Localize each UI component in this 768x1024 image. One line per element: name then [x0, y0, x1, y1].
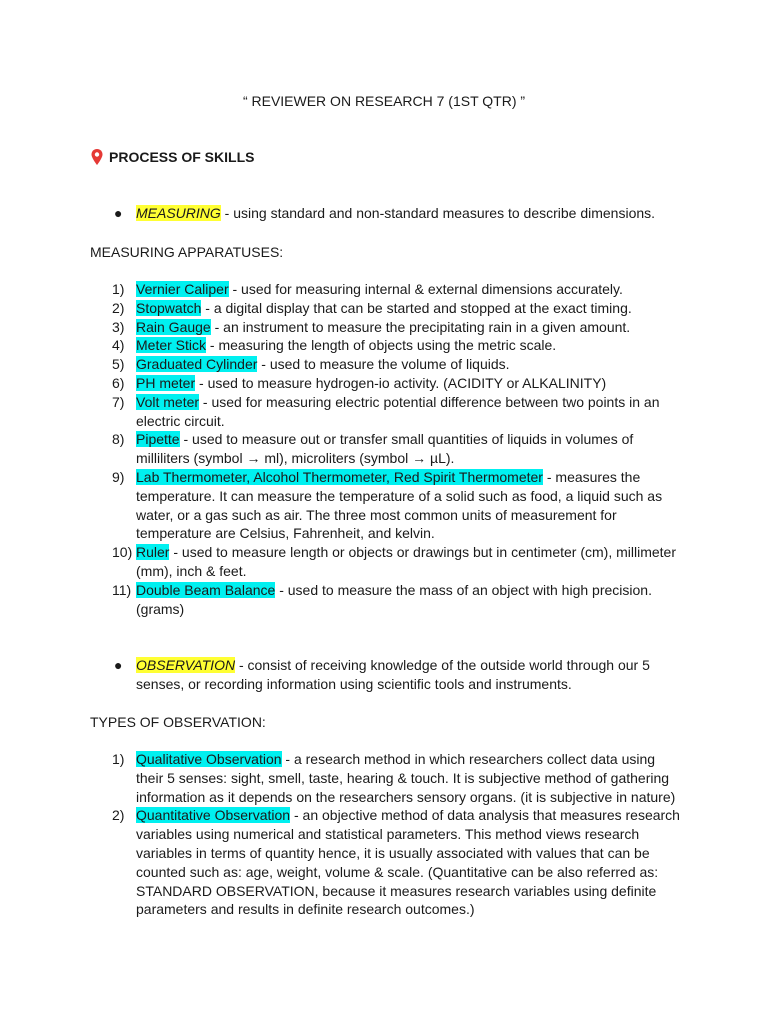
apparatus-desc: - used for measuring internal & external dimensions accurately.	[228, 281, 623, 297]
apparatus-desc: - used to measure out or transfer small quantities of liquids in volumes of milliliters (symbol → ml), microliters (symbol → µL).	[136, 431, 634, 467]
list-item: 2) Stopwatch - a digital display that can be started and stopped at the exact timing.	[112, 299, 632, 316]
observation-bullet	[90, 656, 700, 694]
list-item: 6) PH meter - used to measure hydrogen-io activity. (ACIDITY or ALKALINITY)	[112, 374, 607, 391]
list-item: 3) Rain Gauge - an instrument to measure the precipitating rain in a given amount.	[112, 318, 631, 335]
list-item: 1) Vernier Caliper - used for measuring internal & external dimensions accurately.	[112, 281, 623, 297]
apparatus-term: Ruler	[136, 544, 170, 561]
measuring-definition: - using standard and non-standard measures to describe dimensions.	[220, 205, 656, 221]
list-item: 4) Meter Stick - measuring the length of objects using the metric scale.	[112, 337, 557, 354]
measuring-bullet	[90, 204, 700, 223]
apparatus-term: Double Beam Balance	[136, 581, 276, 598]
list-item: 9) Lab Thermometer, Alcohol Thermometer, Red Spirit Thermometer - measures the temperature. It can measure the temperature of a solid such as food, a liquid such as water, or a gas such as air. The three most common units of measurement for temperature are Celsius, Fahrenheit, and kelvin.	[112, 468, 663, 542]
apparatus-term: Rain Gauge	[136, 318, 211, 335]
measuring-apparatus-list	[90, 280, 682, 618]
observation-type-term: Qualitative Observation	[136, 751, 282, 767]
observation-type-desc: - an objective method of data analysis that measures research variables using numerical and statistical parameters. This method views research variables in terms of quantity hence, it is usually associated with values that can be counted such as: age, weight, volume & scale. (Quantitative can be also referred as: STANDARD OBSERVATION, because it measures research variables using definite parameters and results in definite research outcomes.)	[136, 807, 680, 918]
heading-text: PROCESS OF SKILLS	[109, 149, 255, 165]
section-heading	[90, 148, 254, 166]
measuring-term: MEASURING	[136, 205, 221, 221]
apparatus-term: Pipette	[136, 431, 180, 448]
list-item: 10) Ruler - used to measure length or objects or drawings but in centimeter (cm), millimeter (mm), inch & feet.	[112, 544, 676, 579]
apparatus-term: Graduated Cylinder	[136, 356, 258, 373]
bullet-marker: ●	[114, 205, 123, 221]
observation-term: OBSERVATION	[136, 657, 236, 673]
bullet-marker: ●	[114, 657, 123, 673]
apparatus-desc: - an instrument to measure the precipitating rain in a given amount.	[210, 318, 631, 335]
document-title: “ REVIEWER ON RESEARCH 7 (1ST QTR) ”	[242, 93, 526, 109]
apparatus-desc: - used to measure hydrogen-io activity. (ACIDITY or ALKALINITY)	[195, 374, 607, 391]
apparatus-term: Lab Thermometer, Alcohol Thermometer, Red Spirit Thermometer	[136, 468, 543, 485]
list-item: 1) Qualitative Observation - a research method in which researchers collect data using their 5 senses: sight, smell, taste, hearing & touch. It is subjective method of gathering information as it depends on the researchers sensory organs. (it is subjective in nature)	[112, 751, 676, 805]
apparatus-desc: - measures the temperature. It can measure the temperature of a solid such as food, a liquid such as water, or a gas such as air. The three most common units of measurement for temperature are Celsius, Fahrenheit, and kelvin.	[136, 468, 663, 542]
apparatus-term: Stopwatch	[136, 299, 202, 316]
apparatus-desc: - used to measure length or objects or drawings but in centimeter (cm), millimeter (mm), inch & feet.	[136, 544, 676, 579]
list-item: 8) Pipette - used to measure out or transfer small quantities of liquids in volumes of milliliters (symbol → ml), microliters (symbol → µL).	[112, 431, 634, 467]
measuring-apparatuses-label: MEASURING APPARATUSES:	[90, 244, 284, 260]
observation-type-desc: - a research method in which researchers collect data using their 5 senses: sight, smell, taste, hearing & touch. It is subjective method of gathering information as it depends on the researchers sensory organs. (it is subjective in nature)	[136, 751, 676, 805]
apparatus-desc: - used for measuring electric potential difference between two points in an electric circuit.	[136, 393, 660, 429]
apparatus-desc: - a digital display that can be started and stopped at the exact timing.	[201, 299, 632, 316]
list-item: 11) Double Beam Balance - used to measure the mass of an object with high precision. (grams)	[112, 581, 652, 617]
apparatus-term: PH meter	[136, 374, 196, 391]
list-item: 7) Volt meter - used for measuring electric potential difference between two points in an electric circuit.	[112, 393, 660, 429]
apparatus-term: Volt meter	[136, 393, 200, 410]
pin-icon	[90, 148, 104, 166]
apparatus-term: Vernier Caliper	[136, 281, 229, 297]
list-item: 5) Graduated Cylinder - used to measure the volume of liquids.	[112, 356, 510, 373]
apparatus-desc: - used to measure the volume of liquids.	[257, 356, 510, 373]
apparatus-desc: - measuring the length of objects using the metric scale.	[206, 337, 557, 354]
observation-types-list	[90, 750, 682, 919]
apparatus-term: Meter Stick	[136, 337, 207, 354]
observation-definition: - consist of receiving knowledge of the outside world through our 5 senses, or recording information using scientific tools and instruments.	[136, 657, 650, 692]
observation-type-term: Quantitative Observation	[136, 807, 291, 824]
list-item: 2) Quantitative Observation - an objective method of data analysis that measures research variables using numerical and statistical parameters. This method views research variables in terms of quantity hence, it is usually associated with values that can be counted such as: age, weight, volume & scale. (Quantitative can be also referred as: STANDARD OBSERVATION, because it measures research variables using definite parameters and results in definite research outcomes.)	[112, 807, 680, 918]
apparatus-desc: - used to measure the mass of an object with high precision. (grams)	[136, 581, 652, 617]
types-of-observation-label: TYPES OF OBSERVATION:	[90, 714, 266, 730]
